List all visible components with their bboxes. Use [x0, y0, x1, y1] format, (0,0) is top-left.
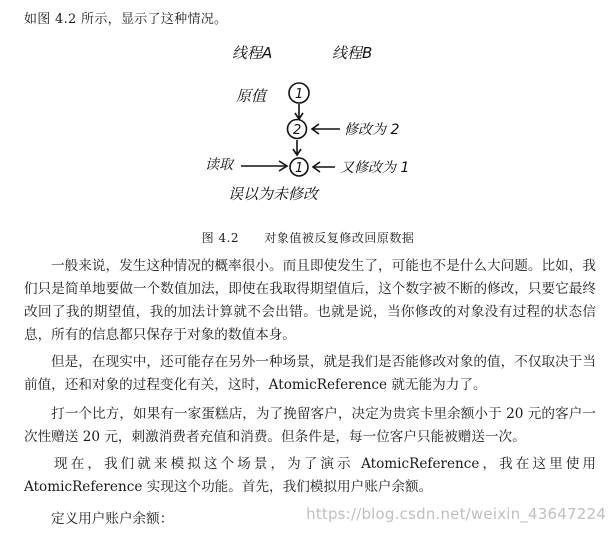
node-modified-value: 2: [293, 123, 302, 138]
modified-again-label: 又修改为 1: [340, 160, 410, 176]
paragraph-5-text: 定义用户账户余额：: [51, 511, 174, 527]
thread-a-label: 线程A: [232, 44, 273, 62]
node-restored-value: 1: [295, 161, 304, 176]
paragraph-4-text: 现在，我们就来模拟这个场景，为了演示 AtomicReference，我在这里使用 AtomicReference 实现这个功能。首先，我们模拟用户账户余额。: [24, 456, 596, 495]
paragraph-3: [24, 403, 596, 449]
paragraph-1-text: 一般来说，发生这种情况的概率很小。而且即使发生了，可能也不是什么大问题。比如，我们只是简单地要做一个数值加法，即使在我取得期望值后，这个数字被不断的修改，只要它最终改回了我的期望值，我的加法计算就不会出错。也就是说，当你修改的对象没有过程的状态信息，所有的信息都只保存于对象的数值本身。: [24, 258, 596, 343]
watermark: https://blog.csdn.net/weixin_43647224: [306, 505, 606, 523]
paragraph-4: [24, 453, 596, 499]
figure-caption-text: 对象值被反复修改回原数据: [264, 231, 415, 245]
arrow-down-1: [295, 104, 303, 119]
arrow-read: [241, 161, 287, 171]
paragraph-2: [24, 351, 596, 397]
aba-diagram: [0, 36, 616, 216]
arrow-down-2: [293, 140, 301, 155]
thought-unmodified-label: 误以为未修改: [228, 185, 319, 203]
thread-b-label: 线程B: [332, 44, 373, 62]
paragraph-1: [24, 255, 596, 347]
arrow-modified-again: [313, 162, 335, 172]
figure-number: 图 4.2: [201, 231, 240, 245]
original-value-label: 原值: [236, 87, 267, 105]
node-modified: [288, 120, 307, 139]
paragraph-3-text: 打一个比方，如果有一家蛋糕店，为了挽留客户，决定为贵宾卡里余额小于 20 元的客户一次性赠送 20 元，刺激消费者充值和消费。但条件是，每一位客户只能被赠送一次。: [24, 406, 596, 445]
node-restored: [290, 158, 308, 176]
arrow-modified-to-2: [312, 124, 340, 134]
read-label: 读取: [205, 157, 233, 173]
modified-to-2-label: 修改为 2: [344, 122, 400, 138]
node-original-value: 1: [295, 87, 304, 102]
intro-text: 如图 4.2 所示，显示了这种情况。: [24, 12, 228, 27]
figure-caption: [0, 229, 616, 246]
node-original: [289, 83, 309, 103]
paragraph-2-text: 但是，在现实中，还可能存在另外一种场景，就是我们是否能修改对象的值，不仅取决于当前值，还和对象的过程变化有关，这时，AtomicReference 就无能为力了。: [24, 354, 596, 393]
